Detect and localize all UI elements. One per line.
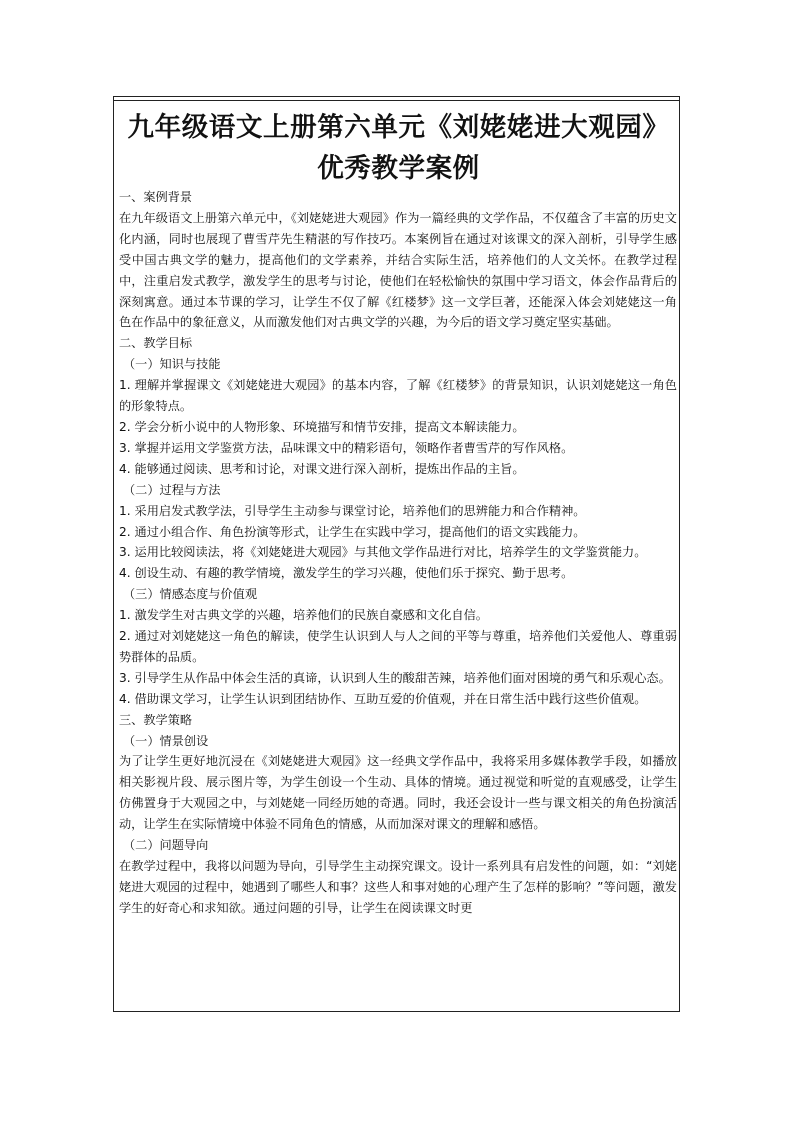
document-title	[120, 107, 677, 189]
document-body	[119, 187, 677, 919]
list-item: 4. 创设生动、有趣的教学情境，激发学生的学习兴趣，使他们乐于探究、勤于思考。	[119, 566, 574, 581]
subheading-process-methods: （二）过程与方法	[123, 482, 221, 497]
subheading-emotion-values: （三）情感态度与价值观	[123, 587, 258, 602]
list-item: 4. 能够通过阅读、思考和讨论，对课文进行深入剖析，提炼出作品的主旨。	[119, 461, 525, 476]
paragraph-scenario: 为了让学生更好地沉浸在《刘姥姥进大观园》这一经典文学作品中，我将采用多媒体教学手段，如播放相关影视片段、展示图片等，为学生创设一个生动、具体的情境。通过视觉和听觉的直观感受，让学生仿佛置身于大观园之中，与刘姥姥一同经历她的奇遇。同时，我还会设计一些与课文相关的角色扮演活动，让学生在实际情境中体验不同角色的情感，从而加深对课文的理解和感悟。	[119, 754, 677, 832]
list-item: 3. 掌握并运用文学鉴赏方法，品味课文中的精彩语句，领略作者曹雪芹的写作风格。	[119, 440, 574, 455]
list-item: 2. 学会分析小说中的人物形象、环境描写和情节安排，提高文本解读能力。	[119, 419, 525, 434]
list-item: 1. 激发学生对古典文学的兴趣，培养他们的民族自豪感和文化自信。	[119, 608, 488, 623]
subheading-problem-oriented: （二）问题导向	[123, 838, 209, 853]
list-item: 3. 引导学生从作品中体会生活的真谛，认识到人生的酸甜苦辣，培养他们面对困境的勇气和乐观心态。	[119, 670, 671, 685]
paragraph-background: 在九年级语文上册第六单元中，《刘姥姥进大观园》作为一篇经典的文学作品，不仅蕴含了丰富的历史文化内涵，同时也展现了曹雪芹先生精湛的写作技巧。本案例旨在通过对该课文的深入剖析，引导学生感受中国古典文学的魅力，提高他们的文学素养，并结合实际生活，培养他们的人文关怀。在教学过程中，注重启发式教学，激发学生的思考与讨论，使他们在轻松愉快的氛围中学习语文，体会作品背后的深刻寓意。通过本节课的学习，让学生不仅了解《红楼梦》这一文学巨著，还能深入体会刘姥姥这一角色在作品中的象征意义，从而激发他们对古典文学的兴趣，为今后的语文学习奠定坚实基础。	[119, 210, 677, 330]
section-heading-background: 一、案例背景	[119, 190, 193, 204]
section-heading-objectives: 二、教学目标	[119, 336, 193, 351]
title-line-2: 优秀教学案例	[317, 153, 480, 184]
paragraph-problem-oriented: 在教学过程中，我将以问题为导向，引导学生主动探究课文。设计一系列具有启发性的问题，如：“刘姥姥进大观园的过程中，她遇到了哪些人和事？这些人和事对她的心理产生了怎样的影响？”等问题，激发学生的好奇心和求知欲。通过问题的引导，让学生在阅读课文时更	[119, 859, 677, 915]
table-cell-frame	[113, 96, 680, 1012]
list-item: 3. 运用比较阅读法，将《刘姥姥进大观园》与其他文学作品进行对比，培养学生的文学鉴赏能力。	[119, 545, 647, 560]
list-item: 2. 通过小组合作、角色扮演等形式，让学生在实践中学习，提高他们的语文实践能力。	[119, 524, 586, 539]
subheading-knowledge-skills: （一）知识与技能	[123, 357, 221, 372]
list-item: 2. 通过对刘姥姥这一角色的解读，使学生认识到人与人之间的平等与尊重，培养他们关爱他人、尊重弱势群体的品质。	[119, 629, 677, 664]
double-border-line	[114, 100, 679, 101]
list-item: 1. 采用启发式教学法，引导学生主动参与课堂讨论，培养他们的思辨能力和合作精神。	[119, 503, 586, 518]
list-item: 1. 理解并掌握课文《刘姥姥进大观园》的基本内容，了解《红楼梦》的背景知识，认识刘姥姥这一角色的形象特点。	[119, 378, 677, 414]
subheading-scenario: （一）情景创设	[123, 733, 209, 748]
list-item: 4. 借助课文学习，让学生认识到团结协作、互助互爱的价值观，并在日常生活中践行这些价值观。	[119, 691, 647, 706]
section-heading-strategies: 三、教学策略	[119, 712, 193, 727]
title-line-1: 九年级语文上册第六单元《刘姥姥进大观园》	[127, 112, 670, 143]
